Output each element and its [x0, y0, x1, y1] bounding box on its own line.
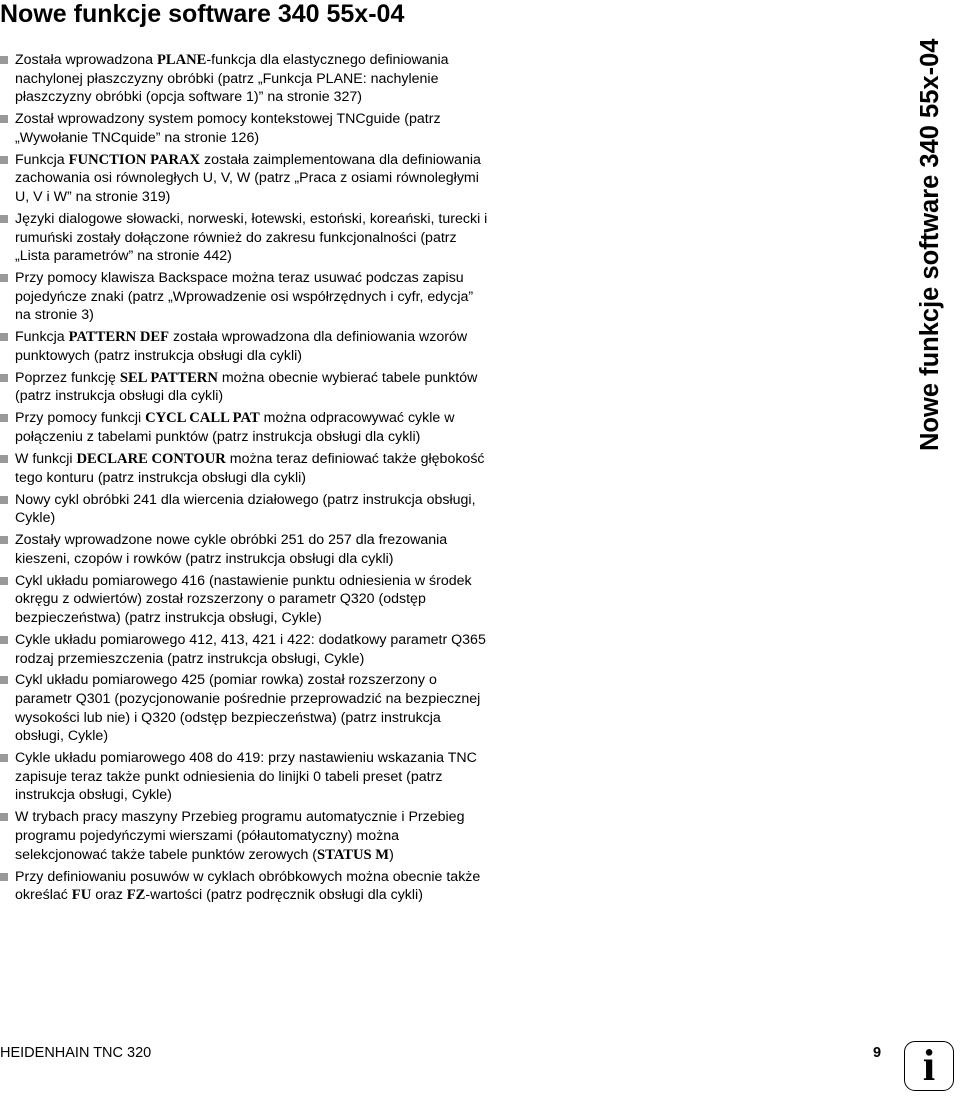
list-item	[0, 51, 490, 107]
item-text: W funkcji	[15, 451, 77, 467]
list-item	[0, 110, 490, 147]
list-item	[0, 409, 490, 446]
square-bullet-icon	[0, 156, 8, 164]
list-item	[0, 491, 490, 528]
list-item	[0, 269, 490, 325]
list-item	[0, 631, 490, 668]
item-text: Przy pomocy funkcji	[15, 410, 146, 427]
keyword: FUNCTION PARAX	[68, 151, 201, 168]
item-text: Przy definiowaniu posuwów w cyklach obróbkowych można obecnie także określać	[15, 868, 481, 904]
page-title: Nowe funkcje software 340 55x-04	[0, 0, 405, 28]
item-text: Zostały wprowadzone nowe cykle obróbki 251 do 257 dla frezowania kieszeni, czopów i rowków (patrz instrukcja obsługi dla cykli)	[15, 532, 448, 567]
item-text: oraz	[91, 887, 127, 904]
square-bullet-icon	[0, 215, 8, 223]
keyword: PLANE	[156, 52, 207, 68]
item-text: można odpracowywać cykle w połączeniu z tabelami punktów (patrz instrukcja obsługi dla cykli)	[15, 410, 455, 446]
info-icon: i	[904, 1041, 954, 1091]
item-text: została zaimplementowana dla definiowania zachowania osi równoległych U, V, W (patrz „Praca z osiami równoległymi U, V i W” na stronie 319)	[15, 151, 481, 205]
list-item	[0, 328, 490, 365]
square-bullet-icon	[0, 56, 8, 64]
list-item	[0, 572, 490, 628]
item-text: została wprowadzona dla definiowania wzorów punktowych (patrz instrukcja obsługi dla cykli)	[15, 329, 468, 364]
item-text: -funkcja dla elastycznego definiowania nachylonej płaszczyzny obróbki (patrz „Funkcja PLANE: nachylenie płaszczyzny obróbki (opcja software 1)” na stronie 327)	[15, 52, 449, 106]
square-bullet-icon	[0, 536, 8, 544]
item-text: Nowy cykl obróbki 241 dla wiercenia działowego (patrz instrukcja obsługi, Cykle)	[15, 491, 476, 527]
keyword: DECLARE CONTOUR	[76, 451, 226, 467]
list-item	[0, 749, 490, 805]
item-text: Cykle układu pomiarowego 408 do 419: przy nastawieniu wskazania TNC zapisuje teraz także punkt odniesienia do linijki 0 tabeli preset (patrz instrukcja obsługi, Cykle)	[15, 750, 477, 804]
list-item	[0, 450, 490, 487]
item-text: Funkcja	[15, 151, 69, 168]
square-bullet-icon	[0, 115, 8, 123]
item-text: Poprzez funkcję	[15, 369, 120, 386]
feature-list	[0, 51, 490, 908]
keyword: CYCL CALL PAT	[145, 410, 260, 427]
item-text: Przy pomocy klawisza Backspace można teraz usuwać podczas zapisu pojedyńcze znaki (patrz „Wprowadzenie osi współrzędnych i cyfr, edycja” na stronie 3)	[15, 270, 474, 324]
list-item	[0, 210, 490, 266]
page-number: 9	[873, 1045, 882, 1061]
item-text: Został wprowadzony system pomocy kontekstowej TNCguide (patrz „Wywołanie TNCquide” na stronie 126)	[15, 111, 441, 146]
item-text: )	[389, 846, 394, 863]
square-bullet-icon	[0, 455, 8, 463]
side-title: Nowe funkcje software 340 55x-04	[916, 38, 944, 451]
item-text: Została wprowadzona	[15, 52, 157, 68]
item-text: Języki dialogowe słowacki, norweski, łotewski, estoński, koreański, turecki i rumuński zostały dołączone również do zakresu funkcjonalności (patrz „Lista parametrów” na stronie 442)	[15, 210, 488, 265]
list-item	[0, 808, 490, 864]
square-bullet-icon	[0, 577, 8, 585]
square-bullet-icon	[0, 374, 8, 382]
square-bullet-icon	[0, 274, 8, 282]
square-bullet-icon	[0, 414, 8, 422]
item-text: można teraz definiować także głębokość tego konturu (patrz instrukcja obsługi dla cykli)	[15, 451, 485, 486]
square-bullet-icon	[0, 754, 8, 762]
square-bullet-icon	[0, 496, 8, 504]
keyword: FU	[71, 887, 92, 904]
list-item	[0, 671, 490, 745]
footer-product-name: HEIDENHAIN TNC 320	[0, 1045, 152, 1061]
list-item	[0, 151, 490, 207]
square-bullet-icon	[0, 636, 8, 644]
item-text: W trybach pracy maszyny Przebieg programu automatycznie i Przebieg programu pojedyńczymi wierszami (półautomatyczny) można selekcjonować także tabele punktów zerowych (	[15, 809, 465, 863]
square-bullet-icon	[0, 873, 8, 881]
square-bullet-icon	[0, 333, 8, 341]
item-text: Cykl układu pomiarowego 416 (nastawienie punktu odniesienia w środek okręgu z odwiertów) został rozszerzony o parametr Q320 (odstęp bezpieczeństwa) (patrz instrukcja obsługi, Cykle)	[15, 572, 472, 626]
keyword: STATUS M	[317, 846, 390, 863]
list-item	[0, 868, 490, 905]
item-text: -wartości (patrz podręcznik obsługi dla cykli)	[145, 887, 423, 904]
keyword: PATTERN DEF	[68, 329, 170, 346]
item-text: można obecnie wybierać tabele punktów (patrz instrukcja obsługi dla cykli)	[15, 369, 478, 405]
item-text: Cykl układu pomiarowego 425 (pomiar rowka) został rozszerzony o parametr Q301 (pozycjonowanie pośrednie przeprowadzić na bezpiecznej wysokości lub nie) i Q320 (odstęp bezpieczeństwa) (patrz instrukcja obsługi, Cykle)	[15, 672, 481, 745]
list-item	[0, 531, 490, 568]
square-bullet-icon	[0, 676, 8, 684]
item-text: Funkcja	[15, 329, 69, 346]
square-bullet-icon	[0, 813, 8, 821]
item-text: Cykle układu pomiarowego 412, 413, 421 i 422: dodatkowy parametr Q365 rodzaj przemieszczenia (patrz instrukcja obsługi, Cykle)	[15, 631, 486, 667]
list-item	[0, 369, 490, 406]
keyword: FZ	[126, 887, 146, 904]
keyword: SEL PATTERN	[119, 369, 218, 386]
